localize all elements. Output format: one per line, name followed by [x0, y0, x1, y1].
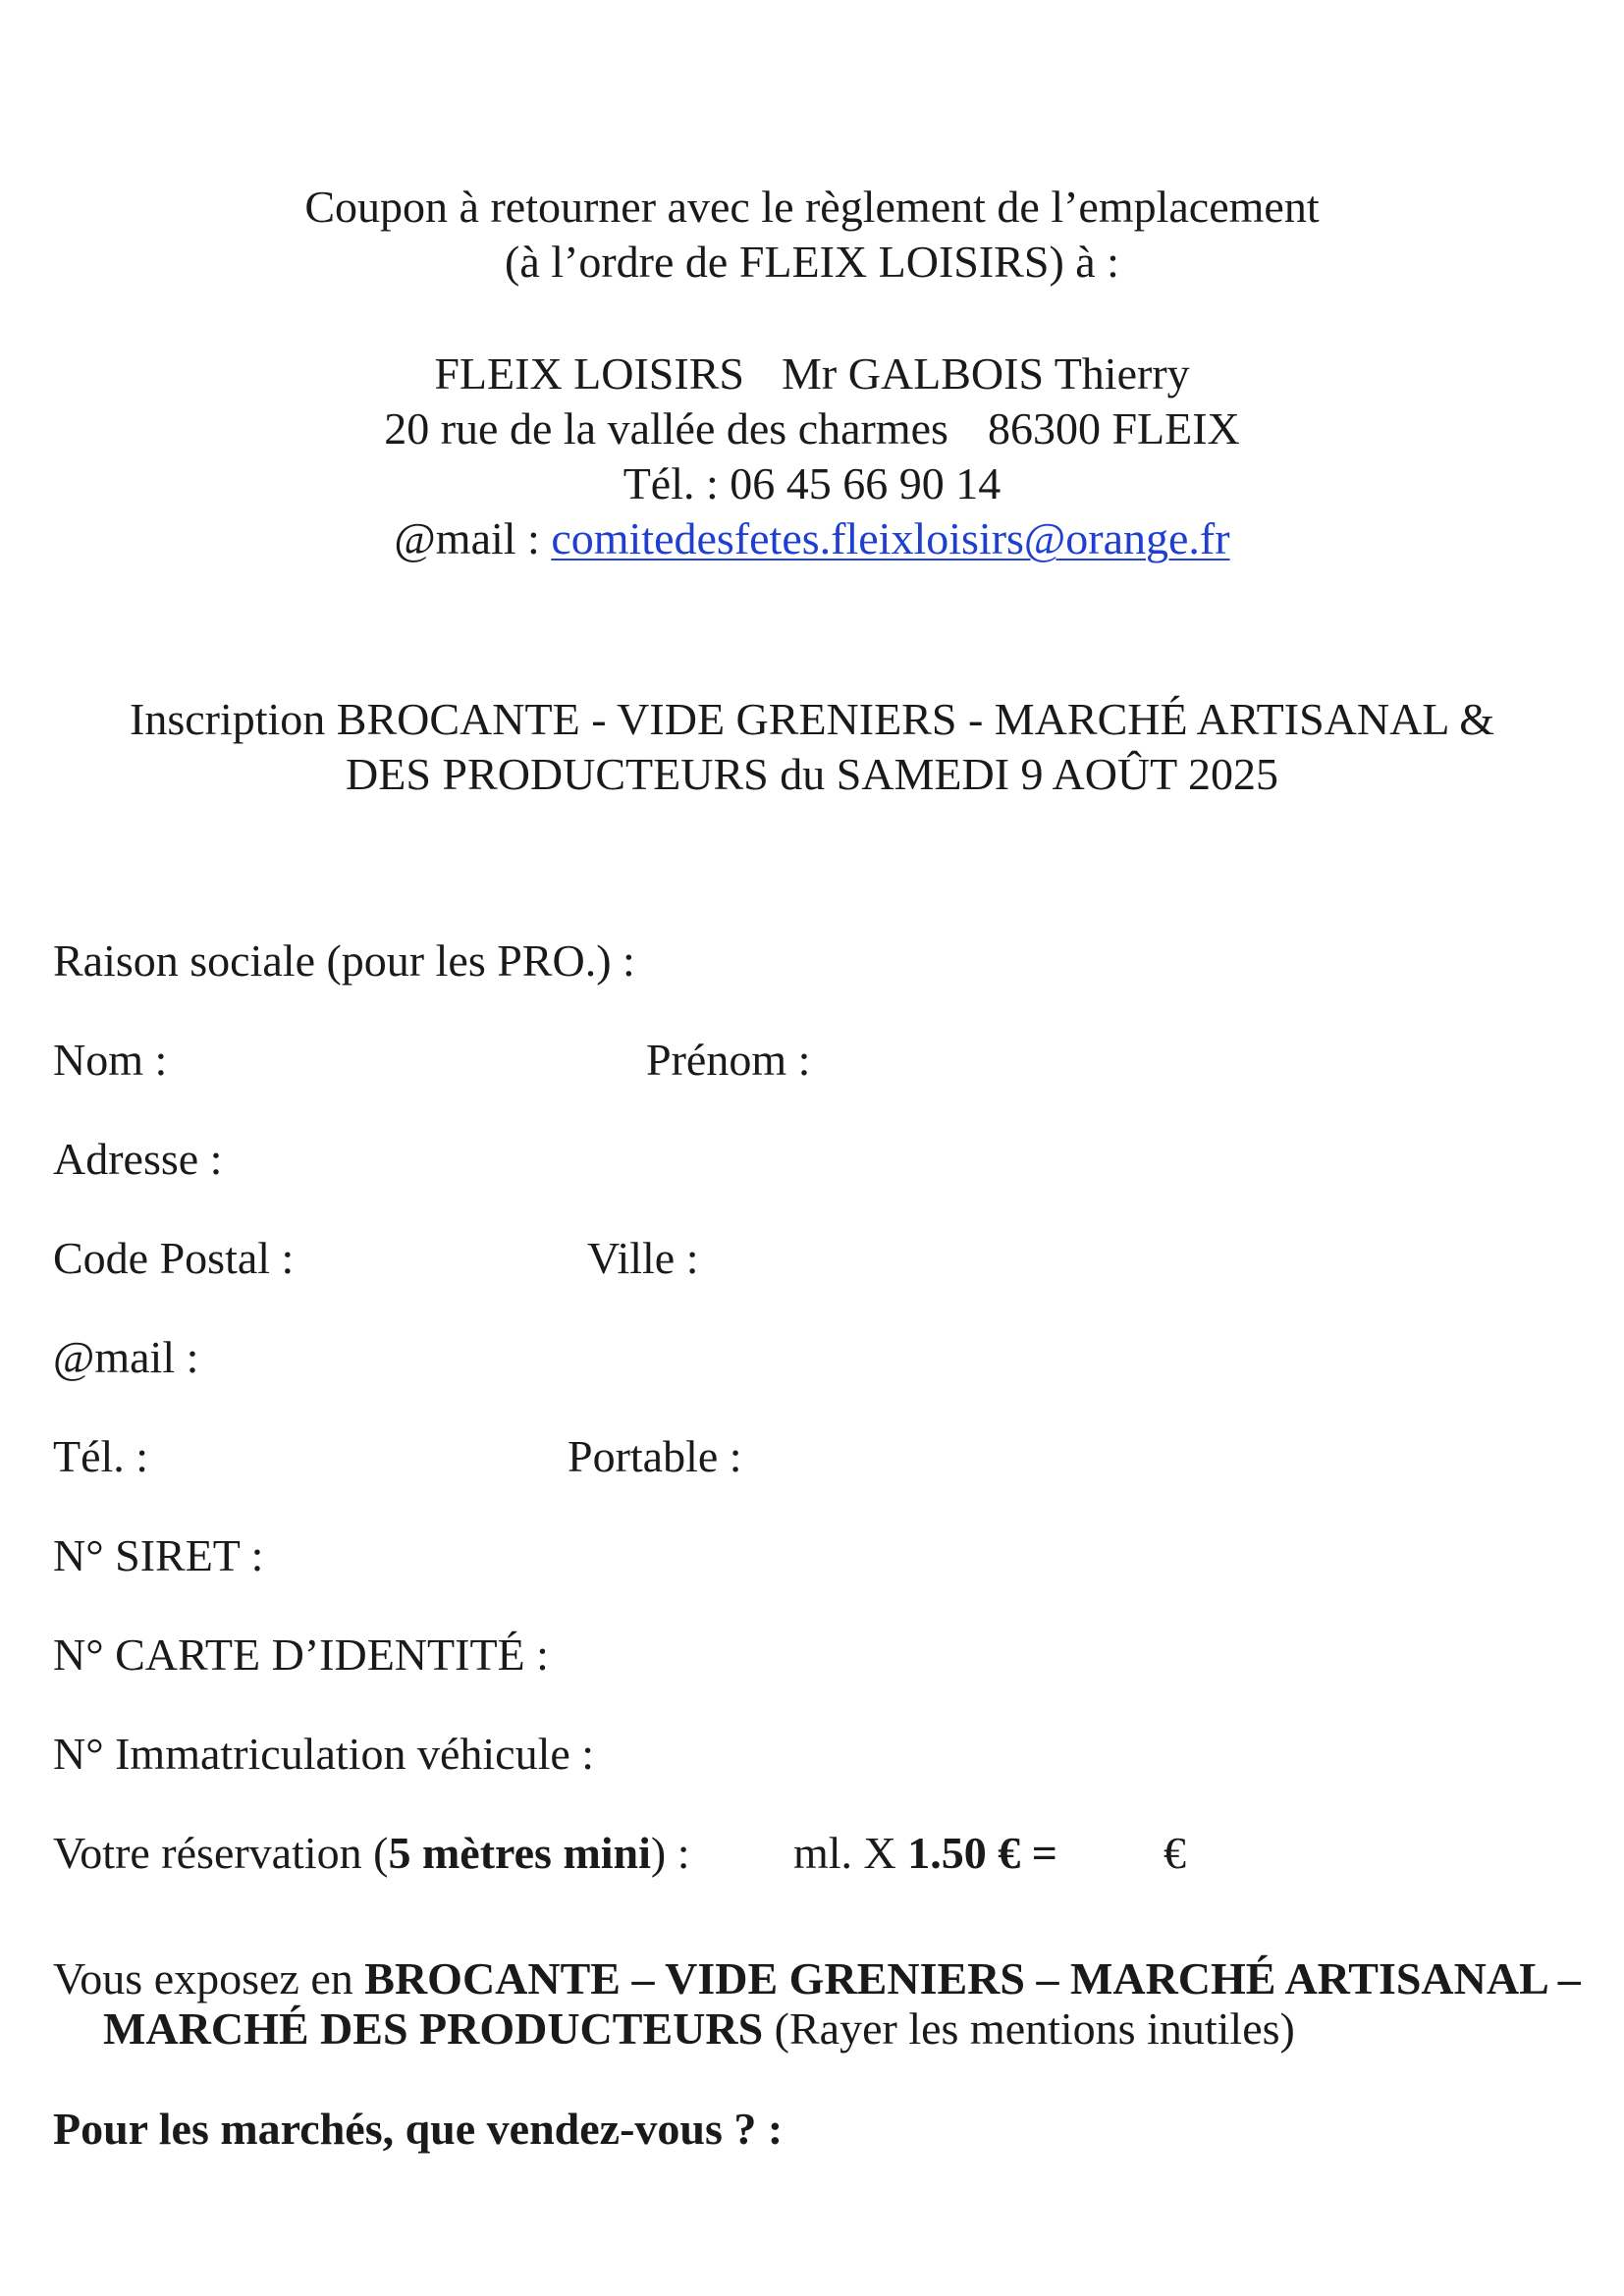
field-immatriculation: N° Immatriculation véhicule :	[53, 1729, 595, 1779]
field-siret: N° SIRET :	[53, 1530, 264, 1580]
expose-line1	[53, 1953, 1581, 2003]
expose-categories-2: MARCHÉ DES PRODUCTEURS	[103, 2003, 764, 2054]
street: 20 rue de la vallée des charmes	[384, 403, 948, 454]
field-prenom: Prénom :	[646, 1035, 811, 1085]
city: 86300 FLEIX	[987, 403, 1240, 454]
contact-name: Mr GALBOIS Thierry	[781, 348, 1190, 399]
field-portable: Portable :	[568, 1431, 742, 1481]
org-name: FLEIX LOISIRS	[434, 348, 744, 399]
field-reservation	[53, 1828, 690, 1878]
email-label: @mail :	[394, 513, 552, 563]
reservation-prefix: Votre réservation (	[53, 1828, 389, 1878]
reservation-price	[793, 1828, 1057, 1878]
question-text: Pour les marchés, que vendez-vous ? :	[53, 2104, 784, 2154]
email-link[interactable]: comitedesfetes.fleixloisirs@orange.fr	[551, 513, 1230, 563]
field-code-postal: Code Postal :	[53, 1233, 295, 1283]
expose-prefix: Vous exposez en	[53, 1953, 365, 2003]
field-adresse: Adresse :	[53, 1134, 223, 1184]
coupon-payee: (à l’ordre de FLEIX LOISIRS) à :	[505, 237, 1119, 287]
field-mail: @mail :	[53, 1332, 199, 1382]
reservation-suffix: ) :	[650, 1828, 690, 1878]
field-tel: Tél. :	[53, 1431, 149, 1481]
expose-note: (Rayer les mentions inutiles)	[763, 2003, 1295, 2054]
reservation-minimum: 5 mètres mini	[388, 1828, 651, 1878]
reservation-ml: ml. X	[793, 1828, 908, 1878]
field-ville: Ville :	[587, 1233, 699, 1283]
registration-title-line1: Inscription BROCANTE - VIDE GRENIERS - MARCHÉ ARTISANAL &	[130, 694, 1494, 744]
recipient-phone: Tél. : 06 45 66 90 14	[623, 458, 1001, 508]
field-raison-sociale: Raison sociale (pour les PRO.) :	[53, 935, 635, 986]
coupon-instruction: Coupon à retourner avec le règlement de l’emplacement	[304, 182, 1320, 232]
recipient-address	[0, 403, 1624, 454]
field-carte-identite: N° CARTE D’IDENTITÉ :	[53, 1629, 549, 1680]
reservation-unit-price: 1.50 € =	[907, 1828, 1057, 1878]
expose-line2	[103, 2003, 1295, 2054]
reservation-total-currency: €	[1164, 1828, 1186, 1878]
expose-categories-1: BROCANTE – VIDE GRENIERS – MARCHÉ ARTISANAL –	[364, 1953, 1581, 2003]
question-products	[53, 2104, 784, 2154]
registration-title-line2: DES PRODUCTEURS du SAMEDI 9 AOÛT 2025	[346, 749, 1278, 799]
field-nom: Nom :	[53, 1035, 168, 1085]
recipient-name	[0, 348, 1624, 399]
recipient-email-line	[0, 513, 1624, 563]
